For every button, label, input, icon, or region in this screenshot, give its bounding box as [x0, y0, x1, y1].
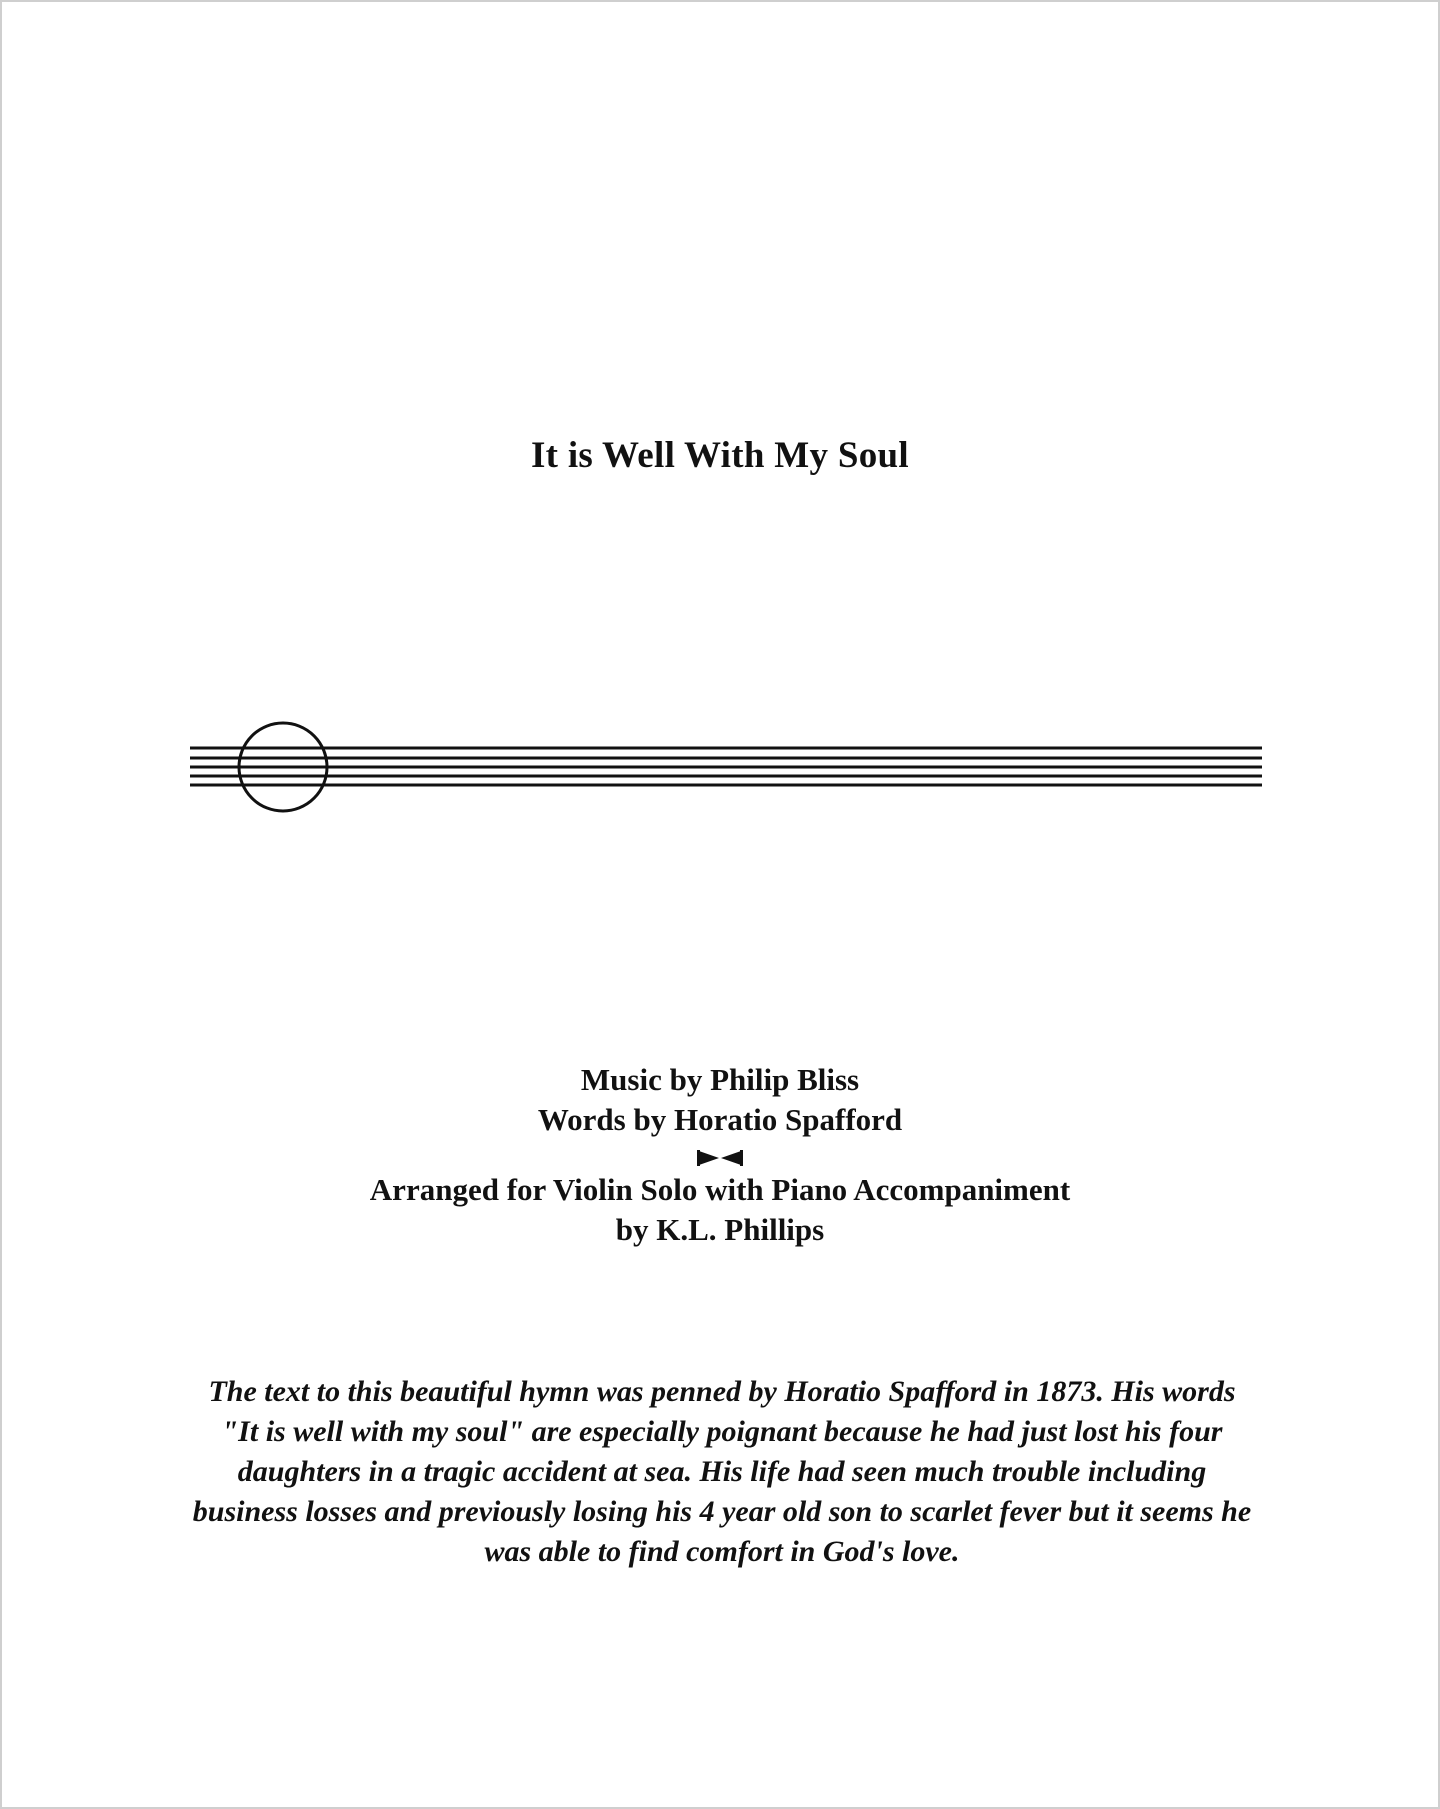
words-credit: Words by Horatio Spafford	[537, 1102, 903, 1137]
bowtie-ornament-icon	[2, 1140, 1438, 1170]
music-staff-icon	[190, 720, 1262, 820]
music-credit: Music by Philip Bliss	[580, 1062, 860, 1097]
credits-block	[2, 1060, 1438, 1250]
page-title: It is Well With My Soul	[530, 435, 910, 476]
arrangement-credit: Arranged for Violin Solo with Piano Accompaniment	[369, 1172, 1071, 1207]
hymn-description: The text to this beautiful hymn was penned by Horatio Spafford in 1873. His words "It is well with my soul" are especially poignant because he had just lost his four daughters in a tragic accident at sea. His life had seen much trouble including business losses and previously losing his 4 year old son to scarlet fever but it seems he was able to find comfort in God's love.	[192, 1375, 1252, 1568]
arranger-credit: by K.L. Phillips	[615, 1212, 825, 1247]
